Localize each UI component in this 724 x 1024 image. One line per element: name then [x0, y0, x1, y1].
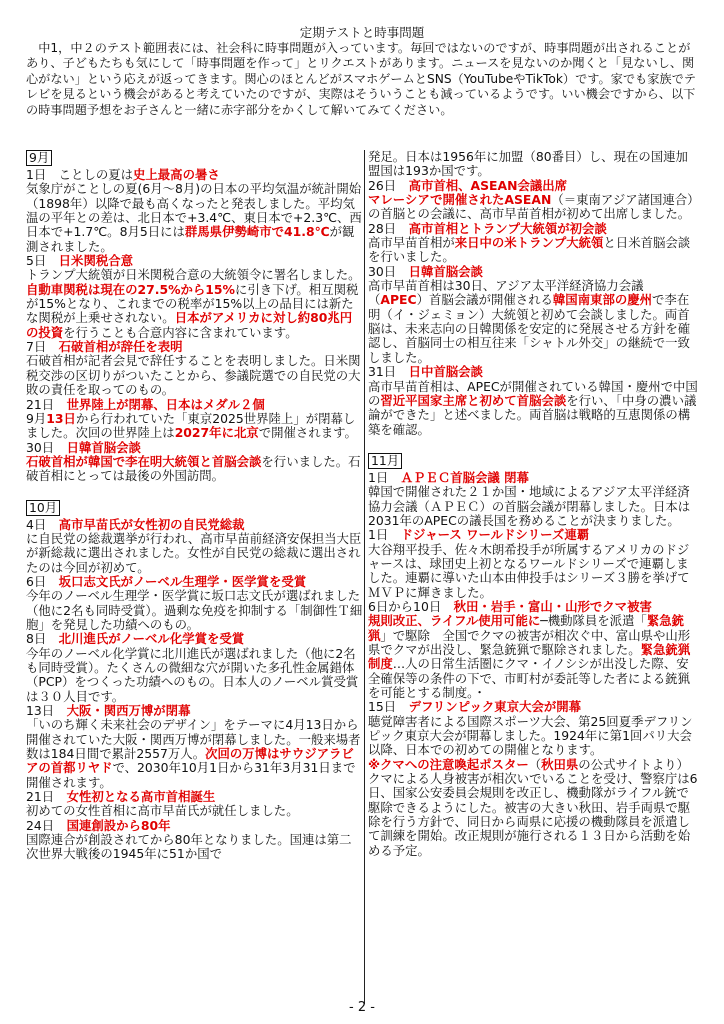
intro-paragraph: 中1，中２のテスト範囲表には、社会科に時事問題が入っています。毎回ではないのですが、時事問題が出されることがあり、子どもたちも気にして「時事問題を作って」とリクエストがあります。ニュースを見ないのか聞くと「見ないし、関心がない」という応えが返ってきます。関心のほとんどがスマホゲームとSNS（YouTubeやTikTok）です。家でも家族でテレビを見るという機会があると考えていたのですが、実際はそういうことも減っているようです。いい機会ですから、以下の時事問題予想をお子さんと一緒に赤字部分をかくして解いてみてください。 — [26, 41, 696, 117]
news-item: 24日 国連創設から80年 国際連合が創設されてから80年となりました。国連は第二次世界大戦後の1945年に51か国で — [26, 817, 352, 862]
news-item: 1日 ドジャース ワールドシリーズ連覇 大谷翔平投手、佐々木朗希投手が所属するアメリカのドジャースは、球団史上初となるワールドシリーズで連覇しました。連覇に導いた山本由伸投手はシリーズ３勝を挙げてＭＶＰに輝きました。 — [368, 527, 690, 600]
month-heading-october: 10月 — [26, 500, 60, 516]
month-heading-september: 9月 — [26, 150, 52, 166]
news-item: 4日 高市早苗氏が女性初の自民党総裁 に自民党の総裁選挙が行われ、高市早苗前経済安保担当大臣が新総裁に選出されました。女性が自民党の総裁に選出されたのは今回が初めて。 — [26, 516, 362, 575]
column-divider — [364, 150, 365, 1004]
left-column — [26, 150, 363, 862]
news-item: 8日 北川進氏がノーベル化学賞を受賞 今年のノーベル化学賞に北川進氏が選ばれました（他に2名も同時受賞）。たくさんの微細な穴が開いた多孔性金属錯体（PCP）をつくった功績へのもの。日本人のノーベル賞受賞は３０人目です。 — [26, 631, 359, 704]
news-item: 28日 高市首相とトランプ大統領が初会談 高市早苗首相が来日中の米トランプ大統領と日米首脳会談を行いました。 — [368, 220, 691, 265]
news-item: 1日 ＡＰＥＣ首脳会議 閉幕 韓国で開催された２１か国・地域によるアジア太平洋経済協力会議（ＡＰＥＣ）の首脳会議が閉幕しました。日本は2031年のAPECの議長国を務めることが決まりました。 — [368, 469, 691, 528]
month-heading-november: 11月 — [368, 453, 402, 469]
continued-text: 発足。日本は1956年に加盟（80番目）し、現在の国連加盟国は193か国です。 — [368, 149, 688, 179]
page-title: 定期テストと時事問題 — [299, 25, 425, 40]
news-item: 30日 日韓首脳会談 石破首相が韓国で李在明大統領と首脳会談を行いました。石破首相にとっては最後の外国訪問。 — [26, 439, 361, 484]
news-item: 7日 石破首相が辞任を表明 石破首相が記者会見で辞任することを表明しました。日米関税交渉の区切りがついたことから、参議院選での自民党の大敗の責任を取ってのもの。 — [26, 339, 361, 398]
news-item: 31日 日中首脳会談 高市早苗首相は、APECが開催されている韓国・慶州で中国の習近平国家主席と初めて首脳会談を行い、「中身の濃い議論ができた」と述べました。両首脳は戦略的互恵関係の構築を確認。 — [368, 364, 698, 437]
page-number: - 2 - — [349, 1000, 375, 1015]
news-item: 15日 デフリンピック東京大会が開幕 聴覚障害者による国際スポーツ大会、第25回夏季デフリンピック東京大会が開幕しました。1924年に第1回パリ大会以降、日本での初めての開催となります。 — [368, 699, 693, 758]
bear-poster-note: ※クマへの注意喚起ポスター（秋田県の公式サイトより）クマによる人身被害が相次いでいることを受け、警察庁は6日、国家公安委員会規則を改正し、機動隊がライフル銃で駆除できるようにした。被害の大きい秋田、岩手両県で駆除を行う方針で、同日から両県に応援の機動隊員を派遣して訓練を開始。改正規則が施行される１３日から活動を始める予定。 — [368, 756, 698, 858]
news-item: 6日から10日 秋田・岩手・富山・山形でクマ被害 規則改正、ライフル使用可能に─機動隊員を派遣「緊急銃猟」で駆除 全国でクマの被害が相次ぐ中、富山県や山形県でクマが出没し、緊急銃猟で駆除されました。緊急銃猟制度…人の日常生活圏にクマ・イノシシが出没した際、安全確保等の条件の下で、市町村が委託等した者による銃猟を可能とする制度。・ — [368, 598, 691, 701]
news-item: 6日 坂口志文氏がノーベル生理学・医学賞を受賞 今年のノーベル生理学・医学賞に坂口志文氏が選ばれました（他に2名も同時受賞）。過剰な免疫を抑制する「制御性Ｔ細胞」を発見した功績へのもの。 — [26, 573, 363, 632]
news-item: 1日 ことしの夏は史上最高の暑さ 気象庁がことしの夏(6月～8月)の日本の平均気温が統計開始（1898年）以降で最も高くなったと発表しました。平均気温の平年との差は、北日本で+3.4℃、東日本で+2.3℃、西日本で+1.7℃。8月5日には群馬県伊勢崎市で41.8℃が観測されました。 — [26, 167, 362, 254]
news-item: 26日 高市首相、ASEAN会議出席 マレーシアで開催されたASEAN（＝東南アジア諸国連合）の首脳との会議に、高市早苗首相が初めて出席しました。 — [368, 177, 694, 222]
news-item: 5日 日米関税合意 トランプ大統領が日米関税合意の大統領令に署名しました。自動車関税は現在の27.5%から15%に引き下げ。相互関税が15%となり、これまでの税率が15%以上の品目には新たな関税が上乗せされない。日本がアメリカに対し約80兆円の投資を行うことも合意内容に含まれています。 — [26, 253, 361, 340]
news-item: 21日 女性初となる高市首相誕生 初めての女性首相に高市早苗氏が就任しました。 — [26, 789, 299, 819]
news-item: 21日 世界陸上が閉幕、日本はメダル２個 9月13日から行われていた「東京2025世界陸上」が閉幕しました。次回の世界陸上は2027年に北京で開催されます。 — [26, 396, 357, 441]
news-item: 30日 日韓首脳会談 高市早苗首相は30日、アジア太平洋経済協力会議（APEC）首脳会議が開催される韓国南東部の慶州で李在明（イ・ジェミョン）大統領と初めて会談しました。両首脳は、未来志向の日韓関係を安定的に発展させる方針を確認し、首脳同士の相互往来「シャトル外交」の継続で一致しました。 — [368, 263, 691, 365]
right-column — [368, 150, 698, 858]
news-item: 13日 大阪・関西万博が閉幕 「いのち輝く未来社会のデザイン」をテーマに4月13日から開催されていた大阪・関西万博が閉幕しました。一般来場者数は184日間で累計2557万人。次回の万博はサウジアラビアの首都リヤドで、2030年10月1日から31年3月31日まで開催されます。 — [26, 703, 361, 790]
